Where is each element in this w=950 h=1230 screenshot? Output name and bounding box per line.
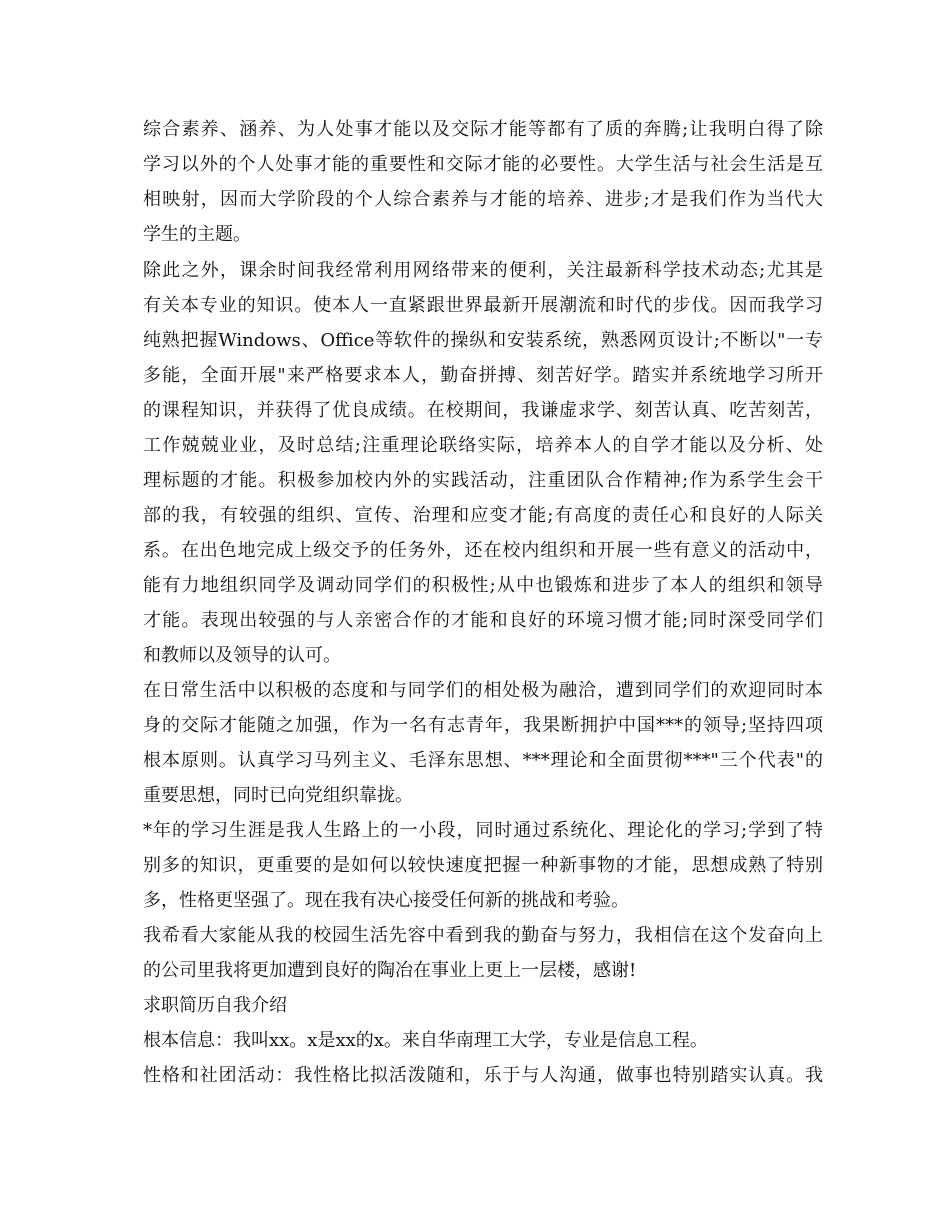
text-line: 在日常生活中以积极的态度和与同学们的相处极为融洽，遭到同学们的欢迎同时本: [143, 680, 823, 701]
text-line: 部的我，有较强的组织、宣传、治理和应变才能;有高度的责任心和良好的人际关: [143, 505, 823, 526]
text-line: 别多的知识，更重要的是如何以较快速度把握一种新事物的才能，思想成熟了特别: [143, 855, 823, 876]
text-line: 综合素养、涵养、为人处事才能以及交际才能等都有了质的奔腾;让我明白得了除: [143, 119, 823, 140]
text-line: 理标题的才能。积极参加校内外的实践活动，注重团队合作精神;作为系学生会干: [143, 470, 823, 491]
text-line: 相映射，因而大学阶段的个人综合素养与才能的培养、进步;才是我们作为当代大: [143, 189, 823, 210]
text-line: 多，性格更坚强了。现在我有决心接受任何新的挑战和考验。: [143, 890, 629, 911]
text-line: 的公司里我将更加遭到良好的陶冶在事业上更上一层楼，感谢!: [143, 960, 637, 981]
text-line: *年的学习生涯是我人生路上的一小段，同时通过系统化、理论化的学习;学到了特: [143, 820, 823, 841]
text-line: 有关本专业的知识。使本人一直紧跟世界最新开展潮流和时代的步伐。因而我学习: [143, 295, 823, 316]
text-line: 和教师以及领导的认可。: [143, 645, 341, 666]
text-line: 学习以外的个人处事才能的重要性和交际才能的必要性。大学生活与社会生活是互: [143, 154, 823, 175]
text-line: 工作兢兢业业，及时总结;注重理论联络实际，培养本人的自学才能以及分析、处: [143, 435, 823, 456]
text-line: 我希看大家能从我的校园生活先容中看到我的勤奋与努力，我相信在这个发奋向上: [143, 925, 823, 946]
text-line: 根本信息：我叫xx。x是xx的x。来自华南理工大学，专业是信息工程。: [143, 1030, 708, 1051]
text-line: 的课程知识，并获得了优良成绩。在校期间，我谦虚求学、刻苦认真、吃苦刻苦，: [143, 400, 823, 421]
text-line: 纯熟把握Windows、Office等软件的操纵和安装系统，熟悉网页设计;不断以"一专: [143, 330, 823, 351]
text-line: 系。在出色地完成上级交予的任务外，还在校内组织和开展一些有意义的活动中，: [143, 540, 823, 561]
text-line: 除此之外，课余时间我经常利用网络带来的便利，关注最新科学技术动态;尤其是: [143, 260, 823, 281]
text-line: 性格和社团活动：我性格比拟活泼随和，乐于与人沟通，做事也特别踏实认真。我: [143, 1065, 823, 1086]
text-line: 能有力地组织同学及调动同学们的积极性;从中也锻炼和进步了本人的组织和领导: [143, 575, 823, 596]
text-line: 身的交际才能随之加强，作为一名有志青年，我果断拥护中国***的领导;坚持四项: [143, 715, 823, 736]
text-line: 重要思想，同时已向党组织靠拢。: [143, 785, 413, 806]
text-line: 多能，全面开展"来严格要求本人，勤奋拼搏、刻苦好学。踏实并系统地学习所开: [143, 365, 823, 386]
text-line: 学生的主题。: [143, 224, 251, 245]
section-heading: 求职简历自我介绍: [143, 995, 287, 1016]
text-line: 才能。表现出较强的与人亲密合作的才能和良好的环境习惯才能;同时深受同学们: [143, 610, 823, 631]
text-line: 根本原则。认真学习马列主义、毛泽东思想、***理论和全面贯彻***"三个代表"的: [143, 750, 823, 771]
